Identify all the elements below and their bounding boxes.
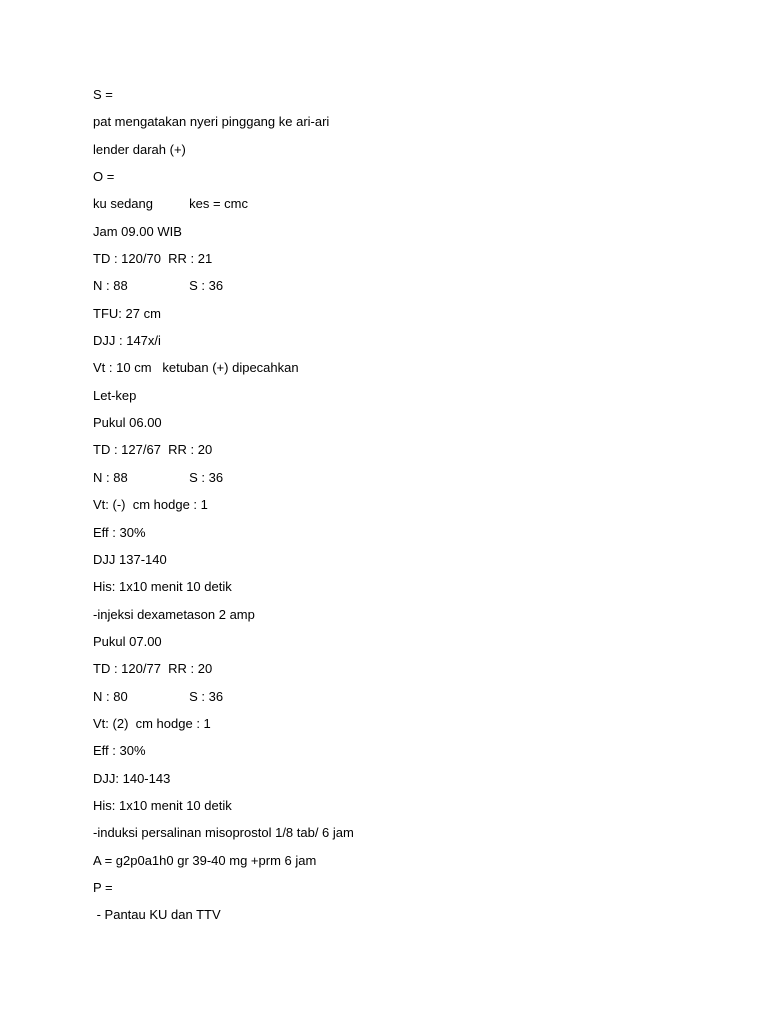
plan-item: - Pantau KU dan TTV (93, 907, 221, 923)
text-line: Pukul 06.00 (93, 415, 162, 431)
text-line: N : 88 S : 36 (93, 278, 224, 294)
text-line: Vt: (2) cm hodge : 1 (93, 715, 211, 731)
text-line: TD : 120/77 RR : 20 (93, 661, 213, 677)
text-line: Let-kep (93, 387, 137, 403)
text-line: TD : 127/67 RR : 20 (93, 442, 213, 458)
text-line: TD : 120/70 RR : 21 (93, 251, 213, 267)
text-line: Pukul 07.00 (93, 633, 162, 649)
text-line: ku sedang kes = cmc (93, 196, 248, 212)
text-line: DJJ: 140-143 (93, 770, 171, 786)
document-body (93, 86, 693, 934)
text-line: -injeksi dexametason 2 amp (93, 606, 255, 622)
text-line: TFU: 27 cm (93, 305, 161, 321)
plan-heading: P = (93, 879, 113, 895)
subjective-heading: S = (93, 87, 113, 102)
assessment-line: A = g2p0a1h0 gr 39-40 mg +prm 6 jam (93, 852, 317, 868)
text-line: Jam 09.00 WIB (93, 223, 182, 239)
text-line: His: 1x10 menit 10 detik (93, 797, 232, 813)
text-line: pat mengatakan nyeri pinggang ke ari-ari (93, 114, 330, 130)
text-line: N : 80 S : 36 (93, 688, 224, 704)
text-line: -induksi persalinan misoprostol 1/8 tab/ 6 jam (93, 825, 354, 841)
text-line: Eff : 30% (93, 743, 146, 759)
text-line: lender darah (+) (93, 141, 186, 157)
text-line: N : 88 S : 36 (93, 469, 224, 485)
text-line: DJJ : 147x/i (93, 333, 161, 349)
text-line: Eff : 30% (93, 524, 146, 540)
objective-heading: O = (93, 169, 115, 185)
text-line: Vt: (-) cm hodge : 1 (93, 497, 208, 513)
text-line: Vt : 10 cm ketuban (+) dipecahkan (93, 360, 299, 376)
text-line: His: 1x10 menit 10 detik (93, 579, 232, 595)
text-line: DJJ 137-140 (93, 551, 167, 567)
